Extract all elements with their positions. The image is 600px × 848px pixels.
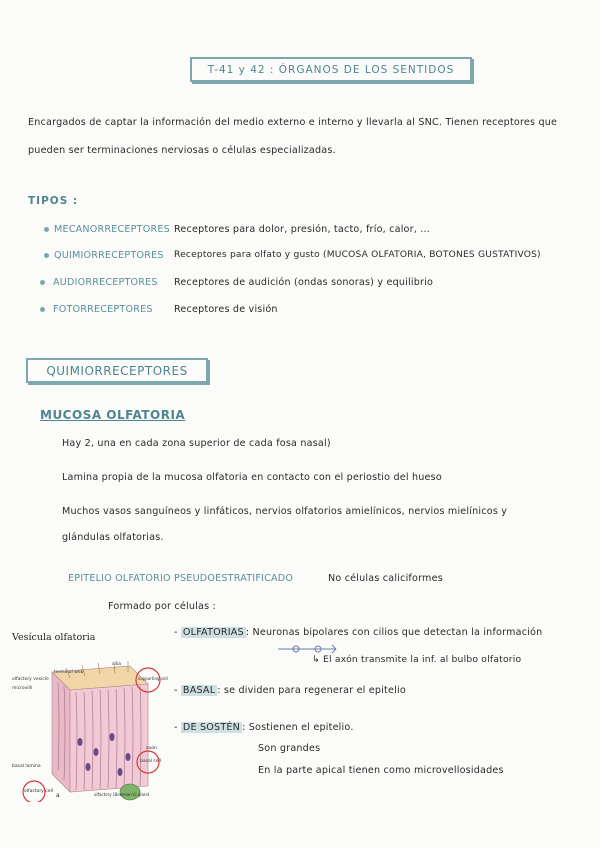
basal-label: BASAL xyxy=(182,685,216,696)
tipo-desc-3: Receptores de audición (ondas sonoras) y equilibrio xyxy=(174,277,434,288)
bullet-icon xyxy=(40,280,45,285)
tipo-desc-2: Receptores para olfato y gusto (MUCOSA OLFATORIA, BOTONES GUSTATIVOS) xyxy=(174,250,541,260)
label-a: a xyxy=(56,792,60,799)
label-olfactory-cell: olfactory cell xyxy=(24,789,54,794)
basal-desc: : se dividen para regenerar el epitelio xyxy=(217,685,406,696)
label-basal-lamina: basal lamina xyxy=(12,764,41,769)
tipo-desc-4: Receptores de visión xyxy=(174,304,278,315)
tipo-name-1: MECANORRECEPTORES xyxy=(54,224,170,235)
section-title: QUIMIORRECEPTORES xyxy=(26,358,208,383)
epitelio-note: No células caliciformes xyxy=(328,573,443,584)
tipo-name-3: AUDIORRECEPTORES xyxy=(53,277,158,288)
label-olfactory-vesicle: olfactory vesicle xyxy=(12,677,49,682)
mucosa-line-2: Lamina propia de la mucosa olfatoria en contacto con el periostio del hueso xyxy=(62,472,442,483)
olfactory-epithelium-figure xyxy=(10,632,168,802)
sosten-desc: : Sostienen el epitelio. xyxy=(242,722,354,733)
label-bowman-gland: olfactory (Bowman's) gland xyxy=(94,792,150,797)
cell-basal: - BASAL : se dividen para regenerar el epitelio xyxy=(174,685,406,696)
epitelio-label: EPITELIO OLFATORIO PSEUDOESTRATIFICADO xyxy=(68,573,294,584)
intro-line-2: pueden ser terminaciones nerviosas o células especializadas. xyxy=(28,145,336,156)
tipo-desc-1: Receptores para dolor, presión, tacto, frío, calor, ... xyxy=(174,224,431,235)
tipo-name-2: QUIMIORRECEPTORES xyxy=(54,250,164,261)
cell-olfatorias: - OLFATORIAS : Neuronas bipolares con cilios que detectan la información xyxy=(174,627,543,638)
label-cilia: cilia xyxy=(112,662,121,667)
label-axon: axon xyxy=(146,746,157,751)
sosten-line-2: Son grandes xyxy=(258,743,321,754)
label-microvilli: microvilli xyxy=(12,686,33,691)
epithelium-illustration xyxy=(10,632,168,802)
bullet-icon xyxy=(44,227,49,232)
tipos-heading: TIPOS : xyxy=(28,195,79,207)
formado-text: Formado por células : xyxy=(108,601,216,612)
figure-title: Vesícula olfatoria xyxy=(12,632,96,643)
page-title: T-41 y 42 : ÓRGANOS DE LOS SENTIDOS xyxy=(190,57,472,82)
label-supporting-cell: supporting cell xyxy=(138,676,168,681)
label-terminal-web: terminal web xyxy=(54,670,84,675)
cell-sosten: - DE SOSTÉN : Sostienen el epitelio. xyxy=(174,722,354,733)
mucosa-line-1: Hay 2, una en cada zona superior de cada fosa nasal) xyxy=(62,438,331,449)
sosten-line-3: En la parte apical tienen como microvellosidades xyxy=(258,765,504,776)
olfatorias-desc: : Neuronas bipolares con cilios que detectan la información xyxy=(245,627,543,638)
intro-line-1: Encargados de captar la información del medio externo e interno y llevarla al SNC. Tienen receptores que xyxy=(28,117,558,128)
mucosa-line-4: glándulas olfatorias. xyxy=(62,532,164,543)
bullet-icon xyxy=(44,253,49,258)
label-basal-cell: basal cell xyxy=(140,759,162,764)
bullet-icon xyxy=(40,307,45,312)
mucosa-line-3: Muchos vasos sanguíneos y linfáticos, nervios olfatorios amielínicos, nervios mielínicos y xyxy=(62,506,508,517)
section-subtitle: MUCOSA OLFATORIA xyxy=(40,408,186,422)
olfatorias-label: OLFATORIAS xyxy=(182,627,244,638)
sosten-label: DE SOSTÉN xyxy=(182,722,241,733)
tipo-name-4: FOTORRECEPTORES xyxy=(53,304,153,315)
axon-note: ↳ El axón transmite la inf. al bulbo olfatorio xyxy=(312,654,522,665)
